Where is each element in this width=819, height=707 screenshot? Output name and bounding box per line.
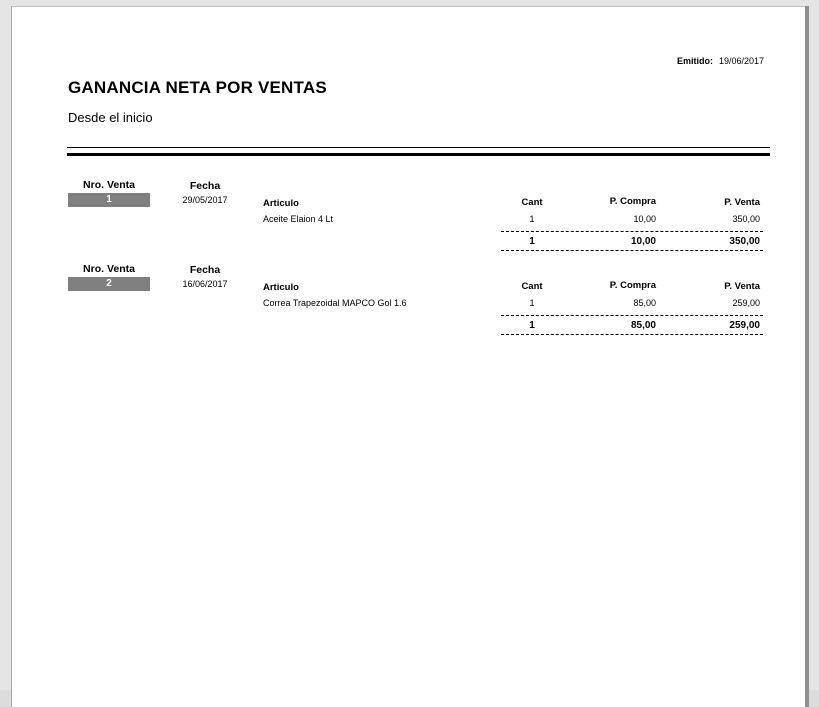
articulo-value: Aceite Elaion 4 Lt xyxy=(263,214,334,224)
total-divider-top xyxy=(501,315,763,316)
total-cant: 1 xyxy=(529,320,535,331)
nro-venta-header: Nro. Venta xyxy=(83,263,135,275)
total-p-venta: 259,00 xyxy=(729,320,760,331)
p-compra-value: 10,00 xyxy=(633,214,656,224)
fecha-header: Fecha xyxy=(189,180,221,192)
p-compra-header: P. Compra xyxy=(609,196,656,207)
sale-record xyxy=(12,263,805,347)
header-divider-thin xyxy=(67,147,770,148)
total-p-venta: 350,00 xyxy=(729,236,760,247)
nro-venta-value: 2 xyxy=(68,277,150,291)
cant-value: 1 xyxy=(529,214,535,224)
fecha-value: 16/06/2017 xyxy=(182,279,228,289)
cant-header: Cant xyxy=(521,281,543,292)
p-compra-value: 85,00 xyxy=(633,298,656,308)
nro-venta-header: Nro. Venta xyxy=(83,179,135,191)
report-subtitle: Desde el inicio xyxy=(68,110,153,125)
total-p-compra: 85,00 xyxy=(630,320,656,331)
report-title: GANANCIA NETA POR VENTAS xyxy=(68,78,327,97)
emission-info xyxy=(677,56,764,66)
p-venta-header: P. Venta xyxy=(724,197,760,208)
total-cant: 1 xyxy=(529,236,535,247)
header-divider-thick xyxy=(67,153,770,156)
nro-venta-value: 1 xyxy=(68,193,150,207)
cant-header: Cant xyxy=(521,197,543,208)
emitido-label: Emitido: xyxy=(676,56,713,66)
total-divider-bottom xyxy=(501,334,763,335)
articulo-header: Articulo xyxy=(263,198,299,209)
p-venta-header: P. Venta xyxy=(724,281,760,292)
p-compra-header: P. Compra xyxy=(609,280,656,291)
fecha-value: 29/05/2017 xyxy=(182,195,228,205)
total-divider-bottom xyxy=(501,250,763,251)
report-page xyxy=(11,6,805,707)
emitido-date: 19/06/2017 xyxy=(718,56,764,66)
articulo-header: Articulo xyxy=(263,282,299,293)
sale-record xyxy=(12,179,805,263)
articulo-value: Correa Trapezoidal MAPCO Gol 1.6 xyxy=(263,298,407,308)
p-venta-value: 259,00 xyxy=(732,298,760,308)
p-venta-value: 350,00 xyxy=(732,214,760,224)
cant-value: 1 xyxy=(529,298,535,308)
fecha-header: Fecha xyxy=(189,264,221,276)
total-divider-top xyxy=(501,231,763,232)
total-p-compra: 10,00 xyxy=(630,236,656,247)
